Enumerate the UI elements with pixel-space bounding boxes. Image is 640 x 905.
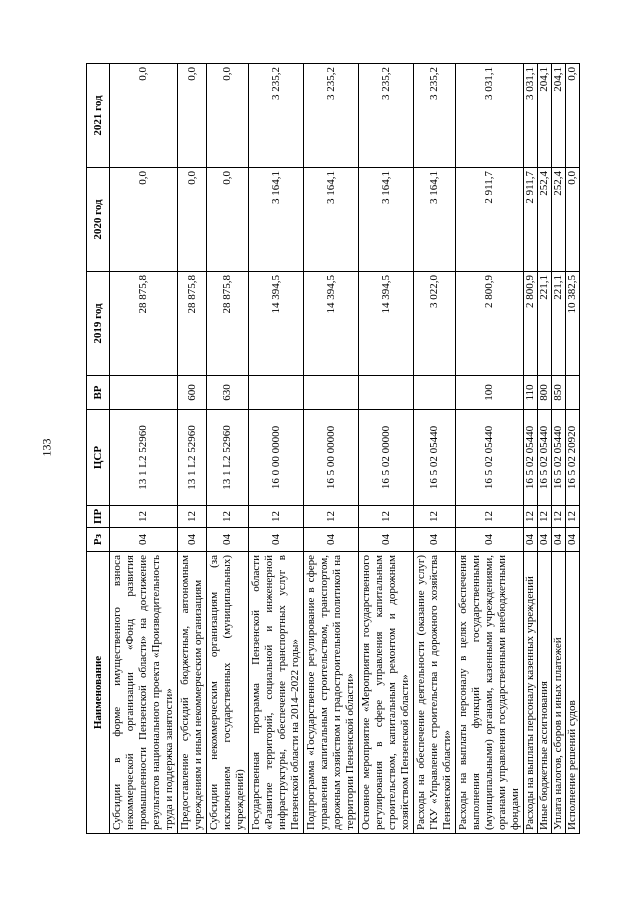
- row-name: Предоставление субсидий бюджетным, автономным учреждениям и иным некоммерческим организациям: [178, 552, 207, 834]
- row-rz: 04: [178, 528, 207, 552]
- row-csr: 16 5 02 20920: [566, 410, 580, 506]
- row-csr: 16 5 02 05440: [456, 410, 524, 506]
- row-rz: 04: [304, 528, 359, 552]
- row-2020: 2 911,7: [524, 168, 538, 272]
- header-csr: ЦСР: [87, 410, 110, 506]
- row-2019: 3 022,0: [414, 272, 456, 376]
- table-row: [304, 64, 359, 834]
- table-row: [207, 64, 249, 834]
- header-2019: 2019 год: [87, 272, 110, 376]
- row-csr: 13 1 L2 52960: [110, 410, 178, 506]
- row-rz: 04: [359, 528, 414, 552]
- row-2021: 3 031,1: [456, 64, 524, 168]
- row-2021: 204,1: [538, 64, 552, 168]
- row-name: Иные бюджетные ассигнования: [538, 552, 552, 834]
- row-2020: 3 164,1: [304, 168, 359, 272]
- row-name: Субсидии в форме имущественного взноса некоммерческой организации «Фонд развития промышленности Пензенской области» на достижение результатов национального проекта «Производительность труда и поддержка занятости»: [110, 552, 178, 834]
- row-name: Основное мероприятие «Мероприятия государственного регулирования в сфере управления капитальным строительством, капитальным ремонтом и дорожным хозяйством Пензенской области»: [359, 552, 414, 834]
- row-2020: 3 164,1: [359, 168, 414, 272]
- row-pr: 12: [566, 506, 580, 528]
- row-csr: 16 5 00 00000: [304, 410, 359, 506]
- table-row: [566, 64, 580, 834]
- row-2020: 252,4: [552, 168, 566, 272]
- row-2021: 0,0: [566, 64, 580, 168]
- row-rz: 04: [538, 528, 552, 552]
- row-csr: 16 5 02 05440: [552, 410, 566, 506]
- row-vr: [414, 376, 456, 410]
- row-name: Исполнение решений судов: [566, 552, 580, 834]
- row-name: Расходы на выплаты персоналу в целях обеспечения выполнения функций государственными (муниципальными) органами, казенными учреждениями, органами управления государственными внебюджетными фондами: [456, 552, 524, 834]
- row-pr: 12: [110, 506, 178, 528]
- row-2020: 0,0: [110, 168, 178, 272]
- row-name: Расходы на обеспечение деятельности (оказание услуг) ГКУ «Управление строительства и дорожного хозяйства Пензенской области»: [414, 552, 456, 834]
- row-csr: 16 5 02 00000: [359, 410, 414, 506]
- budget-table: [86, 63, 580, 834]
- row-2020: 3 164,1: [414, 168, 456, 272]
- table-row: [538, 64, 552, 834]
- header-name: Наименование: [87, 552, 110, 834]
- row-rz: 04: [207, 528, 249, 552]
- row-2019: 221,1: [538, 272, 552, 376]
- row-2020: 252,4: [538, 168, 552, 272]
- row-2021: 0,0: [110, 64, 178, 168]
- row-pr: 12: [552, 506, 566, 528]
- row-csr: 13 1 L2 52960: [207, 410, 249, 506]
- row-2021: 3 235,2: [249, 64, 304, 168]
- table-row: [249, 64, 304, 834]
- row-2020: 0,0: [566, 168, 580, 272]
- row-2019: 2 800,9: [524, 272, 538, 376]
- page-number: 133: [39, 438, 54, 457]
- row-pr: 12: [359, 506, 414, 528]
- row-vr: 850: [552, 376, 566, 410]
- table-header-row: [87, 64, 110, 834]
- row-2019: 2 800,9: [456, 272, 524, 376]
- row-2019: 10 382,5: [566, 272, 580, 376]
- header-2020: 2020 год: [87, 168, 110, 272]
- row-rz: 04: [414, 528, 456, 552]
- row-vr: [566, 376, 580, 410]
- table-row: [524, 64, 538, 834]
- row-2020: 0,0: [207, 168, 249, 272]
- row-rz: 04: [110, 528, 178, 552]
- row-2019: 221,1: [552, 272, 566, 376]
- table-row: [456, 64, 524, 834]
- row-vr: 110: [524, 376, 538, 410]
- row-2021: 3 235,2: [359, 64, 414, 168]
- row-name: Субсидии некоммерческим организациям (за исключением государственных (муниципальных) учреждений): [207, 552, 249, 834]
- header-pr: ПР: [87, 506, 110, 528]
- row-2020: 2 911,7: [456, 168, 524, 272]
- row-vr: [110, 376, 178, 410]
- row-pr: 12: [538, 506, 552, 528]
- row-name: Расходы на выплаты персоналу казенных учреждений: [524, 552, 538, 834]
- row-csr: 16 0 00 00000: [249, 410, 304, 506]
- table-row: [110, 64, 178, 834]
- row-2021: 3 031,1: [524, 64, 538, 168]
- row-vr: 630: [207, 376, 249, 410]
- row-csr: 16 5 02 05440: [414, 410, 456, 506]
- header-2021: 2021 год: [87, 64, 110, 168]
- row-pr: 12: [414, 506, 456, 528]
- row-vr: 100: [456, 376, 524, 410]
- row-vr: 600: [178, 376, 207, 410]
- row-pr: 12: [524, 506, 538, 528]
- row-2019: 28 875,8: [110, 272, 178, 376]
- row-pr: 12: [304, 506, 359, 528]
- row-csr: 13 1 L2 52960: [178, 410, 207, 506]
- row-2021: 0,0: [207, 64, 249, 168]
- table-row: [359, 64, 414, 834]
- row-rz: 04: [524, 528, 538, 552]
- row-vr: 800: [538, 376, 552, 410]
- row-2019: 28 875,8: [178, 272, 207, 376]
- row-pr: 12: [249, 506, 304, 528]
- header-rz: Рз: [87, 528, 110, 552]
- row-2021: 204,1: [552, 64, 566, 168]
- rotated-table-wrapper: [86, 64, 578, 834]
- row-rz: 04: [456, 528, 524, 552]
- row-2021: 3 235,2: [414, 64, 456, 168]
- row-2021: 0,0: [178, 64, 207, 168]
- row-name: Уплата налогов, сборов и иных платежей: [552, 552, 566, 834]
- row-2019: 14 394,5: [249, 272, 304, 376]
- row-rz: 04: [566, 528, 580, 552]
- table-row: [178, 64, 207, 834]
- row-2021: 3 235,2: [304, 64, 359, 168]
- row-vr: [304, 376, 359, 410]
- row-vr: [359, 376, 414, 410]
- row-2020: 3 164,1: [249, 168, 304, 272]
- row-pr: 12: [207, 506, 249, 528]
- row-csr: 16 5 02 05440: [538, 410, 552, 506]
- row-2019: 14 394,5: [359, 272, 414, 376]
- row-name: Государственная программа Пензенской области «Развитие территорий, социальной и инженерной инфраструктуры, обеспечение транспортных услуг в Пензенской области на 2014–2022 годы»: [249, 552, 304, 834]
- row-2019: 28 875,8: [207, 272, 249, 376]
- table-row: [414, 64, 456, 834]
- table-row: [552, 64, 566, 834]
- row-pr: 12: [178, 506, 207, 528]
- row-pr: 12: [456, 506, 524, 528]
- header-vr: ВР: [87, 376, 110, 410]
- row-vr: [249, 376, 304, 410]
- row-rz: 04: [552, 528, 566, 552]
- row-name: Подпрограмма «Государственное регулирование в сфере управления капитальным строительством, транспортом, дорожным хозяйством и градостроительной политикой на территории Пензенской области»: [304, 552, 359, 834]
- row-2020: 0,0: [178, 168, 207, 272]
- row-2019: 14 394,5: [304, 272, 359, 376]
- row-rz: 04: [249, 528, 304, 552]
- row-csr: 16 5 02 05440: [524, 410, 538, 506]
